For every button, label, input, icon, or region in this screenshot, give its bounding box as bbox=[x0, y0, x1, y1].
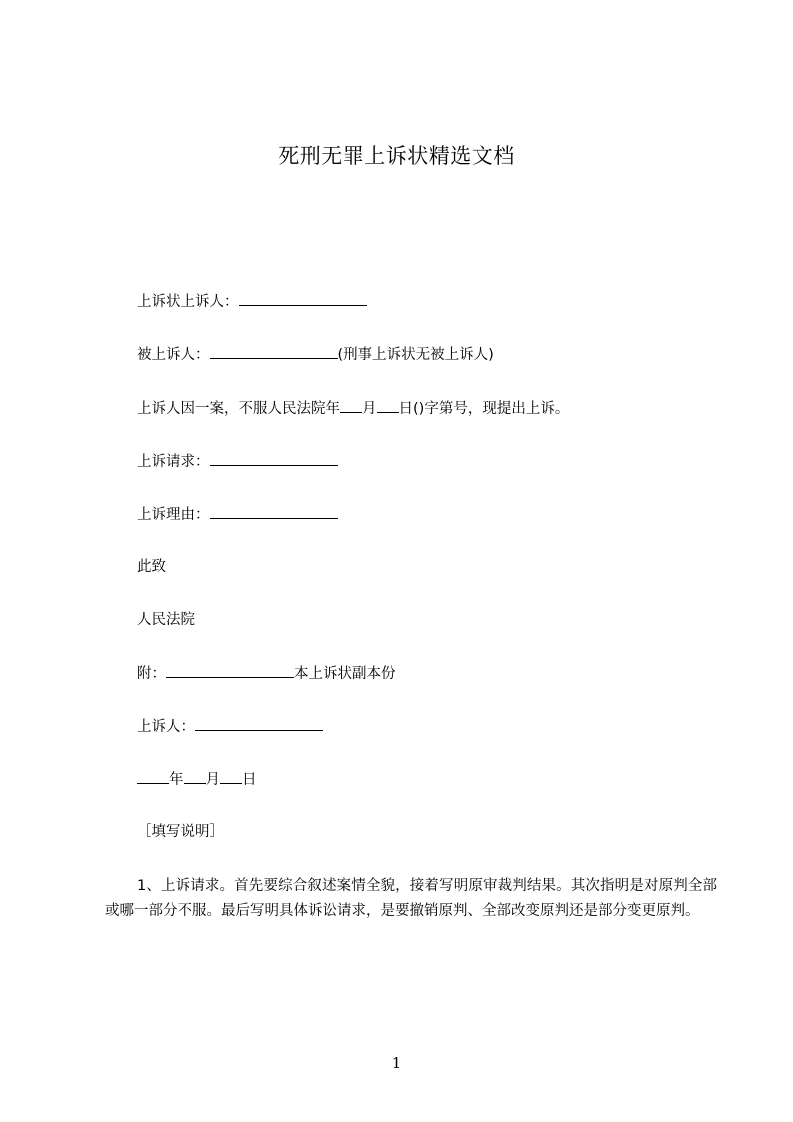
reason-line bbox=[137, 504, 338, 525]
document-title: 死刑无罪上诉状精选文档 bbox=[278, 144, 515, 168]
case-text-part1: 上诉人因一案，不服人民法院年 bbox=[137, 401, 340, 417]
signer-label: 上诉人： bbox=[137, 719, 195, 735]
reason-blank bbox=[210, 504, 338, 519]
attachment-suffix: 本上诉状副本份 bbox=[294, 666, 396, 682]
date-day-blank bbox=[220, 769, 242, 784]
date-year-blank bbox=[137, 769, 169, 784]
instructions-heading: ［填写说明］ bbox=[137, 824, 224, 840]
salutation: 此致 bbox=[137, 559, 166, 575]
request-blank bbox=[210, 451, 338, 466]
signer-blank bbox=[195, 716, 323, 731]
case-line bbox=[137, 398, 569, 419]
date-line bbox=[137, 769, 257, 790]
case-text-part3: 日()字第号，现提出上诉。 bbox=[398, 401, 570, 417]
appellant-blank bbox=[239, 291, 367, 306]
request-line bbox=[137, 451, 338, 472]
court-name: 人民法院 bbox=[137, 612, 195, 628]
reason-label: 上诉理由： bbox=[137, 507, 210, 523]
attachment-blank bbox=[166, 663, 294, 678]
appellee-note: (刑事上诉状无被上诉人) bbox=[337, 347, 494, 363]
date-month-blank bbox=[184, 769, 206, 784]
case-month-blank bbox=[340, 398, 362, 413]
date-month-label: 月 bbox=[205, 772, 220, 788]
appellant-line bbox=[137, 291, 367, 312]
appellee-line bbox=[137, 344, 494, 365]
appellant-label: 上诉状上诉人： bbox=[137, 294, 239, 310]
attachment-label: 附： bbox=[137, 666, 166, 682]
attachment-line bbox=[137, 663, 396, 684]
case-text-part2: 月 bbox=[362, 401, 377, 417]
date-year-label: 年 bbox=[169, 772, 184, 788]
date-day-label: 日 bbox=[242, 772, 257, 788]
appellee-label: 被上诉人： bbox=[137, 347, 210, 363]
request-label: 上诉请求： bbox=[137, 454, 210, 470]
signer-line bbox=[137, 716, 323, 737]
case-day-blank bbox=[377, 398, 399, 413]
instruction-paragraph-1: 1、上诉请求。首先要综合叙述案情全貌，接着写明原审裁判结果。其次指明是对原判全部或哪一部分不服。最后写明具体诉讼请求，是要撤销原判、全部改变原判还是部分变更原判。 bbox=[105, 878, 717, 919]
page-number: 1 bbox=[391, 1054, 402, 1072]
appellee-blank bbox=[210, 344, 338, 359]
